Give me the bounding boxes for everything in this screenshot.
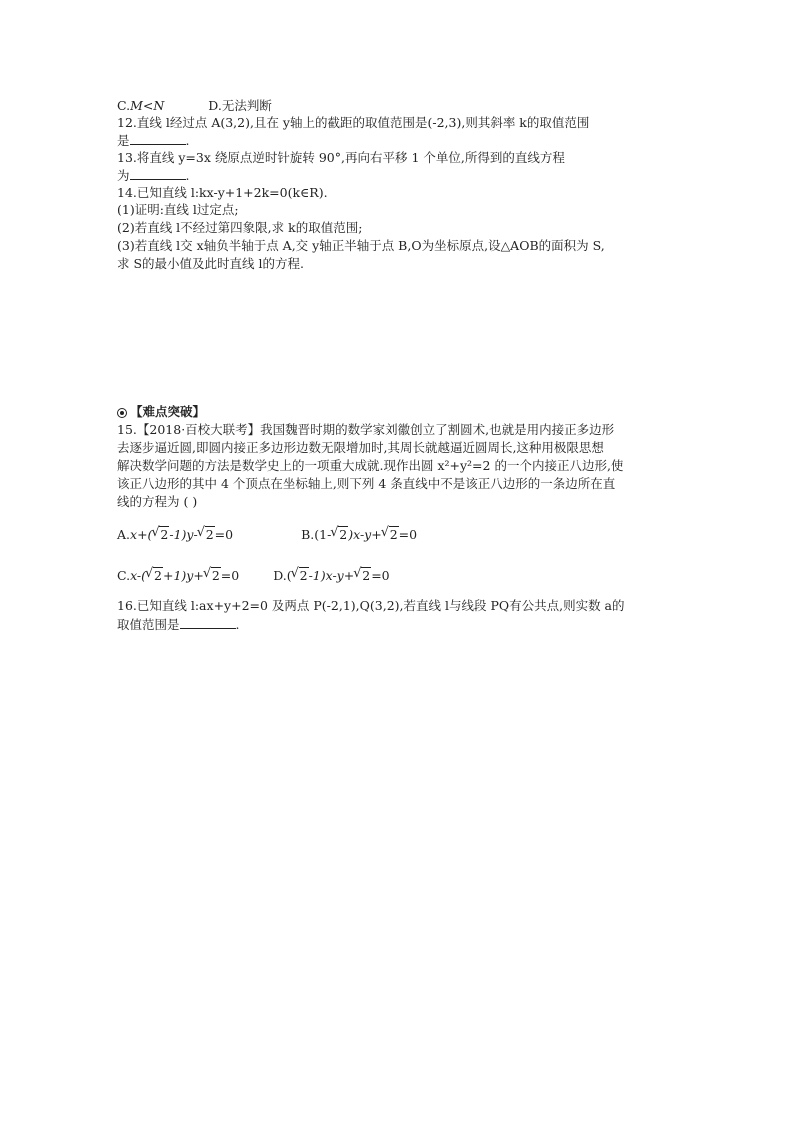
q14-part3-line1: (3)若直线 l交 x轴负半轴于点 A,交 y轴正半轴于点 B,O为坐标原点,设△AOB的面积为 S, xyxy=(117,238,605,253)
q12-answer-blank[interactable] xyxy=(130,132,186,145)
q15-option-a: A.x+(√ 2-1)y-√ 2=0 xyxy=(117,527,237,542)
q15-options-cd xyxy=(117,568,677,584)
q12-line2-prefix: 是 xyxy=(117,133,130,148)
q14-stem: 14.已知直线 l:kx-y+1+2k=0(k∈R). xyxy=(117,185,328,200)
q15-line4: 该正八边形的其中 4 个顶点在坐标轴上,则下列 4 条直线中不是该正八边形的一条边所在直 xyxy=(117,476,616,491)
q11-option-d: D.无法判断 xyxy=(208,98,272,113)
q14-part2: (2)若直线 l不经过第四象限,求 k的取值范围; xyxy=(117,220,363,235)
q13-line1: 13.将直线 y=3x 绕原点逆时针旋转 90°,再向右平移 1 个单位,所得到的直线方程 xyxy=(117,150,565,165)
section-title: 【难点突破】 xyxy=(130,404,206,419)
q15-options-ab xyxy=(117,527,677,543)
q11-option-c-expr: M<N xyxy=(130,98,165,113)
q15-option-d: D.(√ 2-1)x-y+√ 2=0 xyxy=(273,568,389,583)
q15-line5: 线的方程为 ( ) xyxy=(117,494,198,509)
q13-answer-blank[interactable] xyxy=(130,167,186,180)
q15-option-b: B.(1-√ 2)x-y+√ 2=0 xyxy=(301,527,417,542)
q16-line1: 16.已知直线 l:ax+y+2=0 及两点 P(-2,1),Q(3,2),若直线 l与线段 PQ有公共点,则实数 a的 xyxy=(117,598,625,613)
q11-option-c-prefix: C. xyxy=(117,98,131,113)
q13-line2-suffix: . xyxy=(185,168,190,183)
q16-line2-prefix: 取值范围是 xyxy=(117,617,180,632)
q15-line1: 15.【2018·百校大联考】我国魏晋时期的数学家刘徽创立了割圆术,也就是用内接正多边形 xyxy=(117,422,615,437)
q16-line2 xyxy=(117,616,677,633)
q16-line2-suffix: . xyxy=(235,617,240,632)
q12-line2-suffix: . xyxy=(185,133,190,148)
q14-part3-line2: 求 S的最小值及此时直线 l的方程. xyxy=(117,256,304,271)
q12-line2 xyxy=(117,132,677,149)
q13-line2-prefix: 为 xyxy=(117,168,130,183)
q15-line2: 去逐步逼近圆,即圆内接正多边形边数无限增加时,其周长就越逼近圆周长,这种用极限思想 xyxy=(117,440,604,455)
q11-options xyxy=(117,98,677,114)
q15-option-c: C.x-(√ 2+1)y+√ 2=0 xyxy=(117,568,243,583)
q16-answer-blank[interactable] xyxy=(180,616,236,629)
q14-part1: (1)证明:直线 l过定点; xyxy=(117,202,239,217)
section-header xyxy=(117,404,677,420)
target-icon xyxy=(117,408,127,418)
q13-line2 xyxy=(117,167,677,184)
q15-line3: 解决数学问题的方法是数学史上的一项重大成就.现作出圆 x²+y²=2 的一个内接正八边形,使 xyxy=(117,458,624,473)
q12-line1: 12.直线 l经过点 A(3,2),且在 y轴上的截距的取值范围是(-2,3),则其斜率 k的取值范围 xyxy=(117,115,590,130)
